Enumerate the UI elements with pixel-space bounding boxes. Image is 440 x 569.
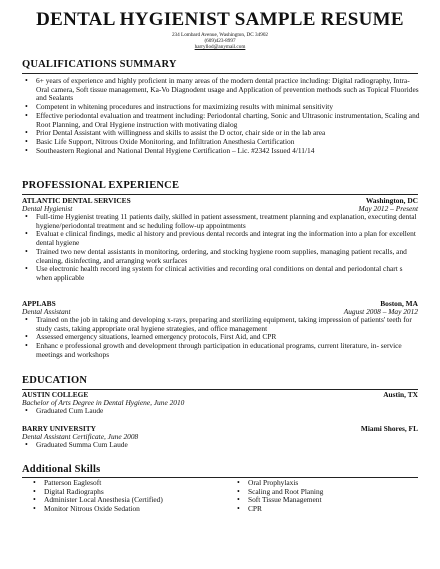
list-item: • Trained on the job in taking and developing x-rays, preparing and sterilizing equipment, taking impression of patients' teeth for study casts, taking appropriate oral hygiene strategies, and office management <box>22 316 420 333</box>
skills-heading: Additional Skills <box>22 464 101 475</box>
list-item: • Monitor Nitrous Oxide Sedation <box>30 505 220 514</box>
job-employer: APPLABS <box>22 299 56 308</box>
contact-email[interactable]: harryllod@anymail.com <box>194 44 246 50</box>
school-honors <box>22 407 420 416</box>
list-item: • Digital Radiographs <box>30 488 220 497</box>
school-degree: Dental Assistant Certificate, June 2008 <box>22 432 139 441</box>
contact-phone: (609)423-8997 <box>204 38 236 44</box>
school-name: AUSTIN COLLEGE <box>22 390 89 399</box>
school-honors <box>22 441 420 450</box>
list-item: • Oral Prophylaxis <box>234 479 414 488</box>
job-duties-list <box>22 316 420 360</box>
contact-address: 234 Lombard Avenue, Washington, DC 34902 <box>171 32 269 38</box>
school-location: Miami Shores, FL <box>360 424 418 433</box>
list-item: • Patterson Eaglesoft <box>30 479 220 488</box>
school-degree: Bachelor of Arts Degree in Dental Hygiene, June 2010 <box>22 398 185 407</box>
job-employer: ATLANTIC DENTAL SERVICES <box>22 196 131 205</box>
list-item: • 6+ years of experience and highly proficient in many areas of the modern dental practice including: Digital radiography, Intra-Oral camera, Soft tissue management, Ka-Vo Diagnodent usage and Application of prevention methods such as Topical Fluorides and Sealants <box>22 77 420 103</box>
job-duties-list <box>22 213 420 283</box>
list-item: • Basic Life Support, Nitrous Oxide Monitoring, and Infiltration Anesthesia Certification <box>22 138 420 147</box>
job-location: Washington, DC <box>365 196 418 205</box>
list-item: • Administer Local Anesthesia (Certified) <box>30 496 220 505</box>
section-divider <box>22 73 418 74</box>
list-item: • Enhanc e professional growth and development through participation in educational programs, current literature, in- service meetings and workshops <box>22 342 420 359</box>
skills-list-right <box>234 479 414 514</box>
list-item: • Competent in whitening procedures and instructions for maximizing results with minimal sensitivity <box>22 103 420 112</box>
job-role: Dental Hygienist <box>22 204 73 213</box>
list-item: • Graduated Cum Laude <box>22 407 420 416</box>
school-name: BARRY UNIVERSITY <box>22 424 96 433</box>
list-item: • Trained two new dental assistants in monitoring, ordering, and stocking hygiene room supplies, managing patient recalls, and cleaning, disinfecting, and arranging work surfaces <box>22 248 420 265</box>
list-item: • Evaluat e clinical findings, medic al history and previous dental records and integrat ing the information into a plan for excellent dental hygiene <box>22 230 420 247</box>
job-dates: August 2008 – May 2012 <box>343 307 418 316</box>
list-item: • Effective periodontal evaluation and treatment including: Periodontal charting, Sonic and Ultrasonic instrumentation, Scaling and Root Planning, and Oral Hygiene instruction with motivating dialog <box>22 112 420 129</box>
list-item: • Graduated Summa Cum Laude <box>22 441 420 450</box>
job-location: Boston, MA <box>380 299 418 308</box>
experience-heading: PROFESSIONAL EXPERIENCE <box>22 180 180 191</box>
list-item: • Southeastern Regional and National Dental Hygiene Certification – Lic. #2342 Issued 4/11/14 <box>22 147 420 156</box>
list-item: • Soft Tissue Management <box>234 496 414 505</box>
skills-list-left <box>30 479 220 514</box>
education-heading: EDUCATION <box>22 375 88 386</box>
job-role: Dental Assistant <box>22 307 71 316</box>
job-dates: May 2012 – Present <box>358 204 418 213</box>
list-item: • CPR <box>234 505 414 514</box>
list-item: • Assessed emergency situations, learned emergency protocols, First Aid, and CPR <box>22 333 420 342</box>
list-item: • Use electronic health record ing system for clinical activities and recording oral conditions on dental and periodontal chart s when applicable <box>22 265 420 282</box>
list-item: • Prior Dental Assistant with willingness and skills to assist the D octor, chair side or in the lab area <box>22 129 420 138</box>
list-item: • Full-time Hygienist treating 11 patients daily, skilled in patient assessment, treatment planning and explanation, executing dental hygiene/periodontal treatment and sc heduling follow-up appointments <box>22 213 420 230</box>
qualifications-heading: QUALIFICATIONS SUMMARY <box>22 59 177 70</box>
qualifications-list <box>22 77 420 155</box>
list-item: • Scaling and Root Planing <box>234 488 414 497</box>
resume-title: DENTAL HYGIENIST SAMPLE RESUME <box>36 9 404 30</box>
school-location: Austin, TX <box>383 390 418 399</box>
section-divider <box>22 194 418 195</box>
